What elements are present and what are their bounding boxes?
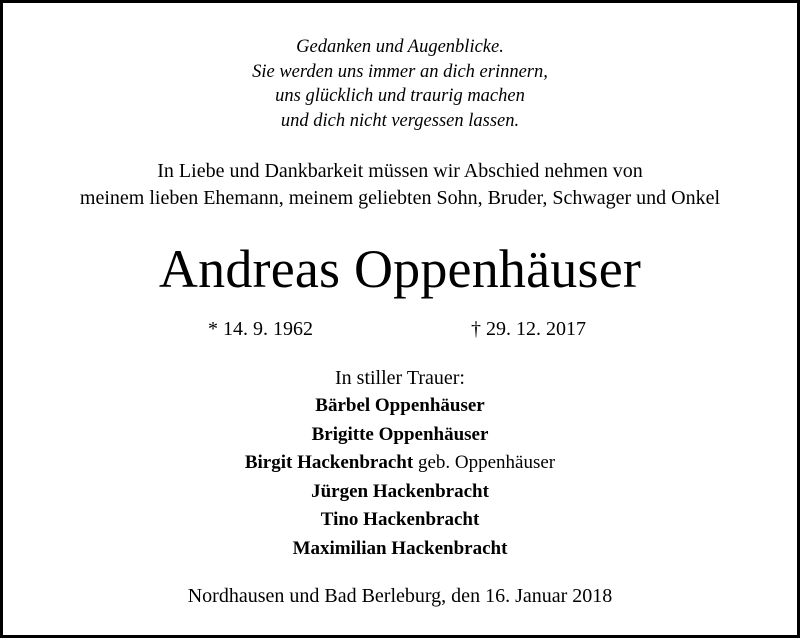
poem-line: Gedanken und Augenblicke. bbox=[296, 37, 504, 57]
maiden-name-note: geb. Oppenhäuser bbox=[417, 452, 556, 474]
poem bbox=[3, 35, 797, 133]
intro-text bbox=[3, 158, 797, 212]
mourner-name: Birgit Hackenbracht bbox=[244, 452, 414, 474]
poem-line: uns glücklich und traurig machen bbox=[275, 86, 525, 107]
mourner-name: Tino Hackenbracht bbox=[320, 509, 480, 531]
mourner-entry bbox=[3, 506, 797, 535]
mourner-name: Bärbel Oppenhäuser bbox=[315, 395, 485, 416]
mourner-entry bbox=[3, 392, 797, 421]
mourner-name: Jürgen Hackenbracht bbox=[311, 480, 489, 502]
intro-line: In Liebe und Dankbarkeit müssen wir Abschied nehmen von bbox=[157, 160, 643, 182]
mourner-entry bbox=[3, 449, 797, 478]
deceased-name: Andreas Oppenhäuser bbox=[158, 239, 642, 299]
mourner-name: Brigitte Oppenhäuser bbox=[311, 423, 489, 445]
death-date: † 29. 12. 2017 bbox=[471, 318, 586, 340]
poem-line: Sie werden uns immer an dich erinnern, bbox=[252, 61, 548, 82]
mourner-entry bbox=[3, 478, 797, 507]
poem-line: und dich nicht vergessen lassen. bbox=[280, 110, 520, 131]
mourner-name: Maximilian Hackenbracht bbox=[292, 537, 508, 559]
mourner-entry bbox=[3, 535, 797, 564]
birth-date: * 14. 9. 1962 bbox=[208, 318, 313, 340]
mourner-entry bbox=[3, 421, 797, 450]
intro-line: meinem lieben Ehemann, meinem geliebten Sohn, Bruder, Schwager und Onkel bbox=[79, 187, 721, 209]
place-and-date: Nordhausen und Bad Berleburg, den 16. Januar 2018 bbox=[187, 585, 613, 607]
mourning-heading: In stiller Trauer: bbox=[335, 367, 465, 389]
mourners-list bbox=[3, 392, 797, 564]
